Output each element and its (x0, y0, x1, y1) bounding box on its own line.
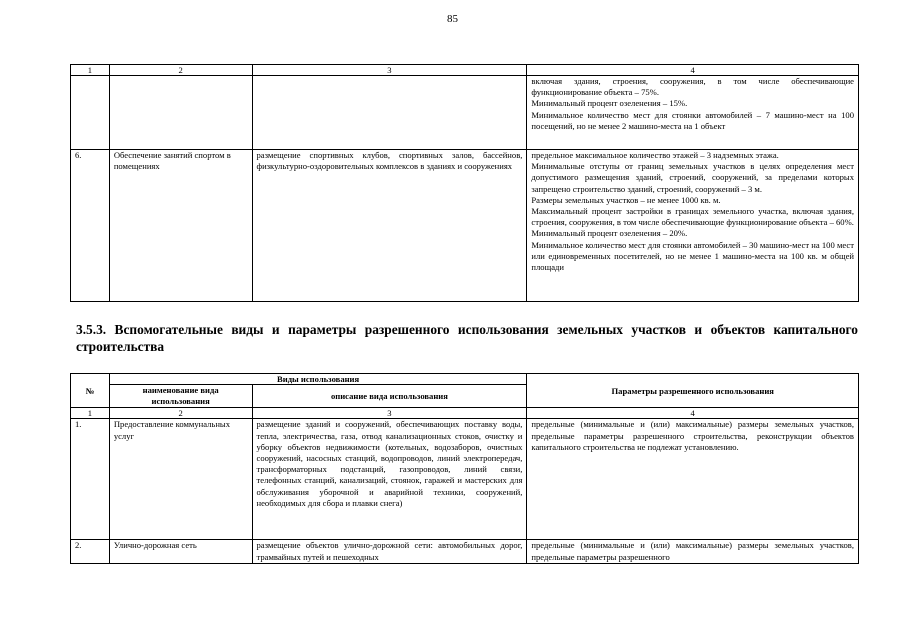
row-num-cell: 2. (71, 540, 110, 563)
param-line: Размеры земельных участков – не менее 1000 кв. м. (531, 194, 721, 205)
params-cell (527, 419, 859, 540)
param-line: Минимальный процент озеленения – 20%. (531, 228, 688, 239)
col-num-4: 4 (527, 408, 859, 419)
col-num-3: 3 (252, 65, 527, 76)
column-number-row (71, 408, 859, 419)
param-line: включая здания, строения, сооружения, в том числе обеспечивающие функционирование объекта – 75%. (531, 76, 854, 98)
params-cell (527, 76, 859, 150)
zoning-table-continued (70, 64, 859, 302)
col-num-2: 2 (109, 408, 252, 419)
header-use-description: описание вида использования (252, 385, 527, 408)
use-name-cell: Улично-дорожная сеть (109, 540, 252, 563)
header-row (71, 374, 859, 385)
col-num-2: 2 (109, 65, 252, 76)
params-cell (527, 540, 859, 563)
param-line: предельные (минимальные и (или) максимальные) размеры земельных участков, предельные параметры разрешенного строительства, реконструкции объектов капитального строительства не подлежат установлению. (531, 419, 854, 452)
description-text: размещение объектов улично-дорожной сети: автомобильных дорог, трамвайных путей и пешеходных (256, 540, 523, 562)
header-use-name: наименование вида использования (109, 385, 252, 408)
param-line: Максимальный процент застройки в границах земельного участка, включая здания, строения, сооружения, в том числе обеспечивающие функционирование объекта – 60%. (531, 206, 854, 228)
row-num-cell: 1. (71, 419, 110, 540)
use-description-cell (252, 419, 527, 540)
use-description-cell (252, 76, 527, 150)
section-heading: 3.5.3. Вспомогательные виды и параметры разрешенного использования земельных участков и объектов капитального строительства (76, 322, 858, 354)
table-row (71, 419, 859, 540)
auxiliary-uses-table (70, 373, 859, 564)
row-num-cell: 6. (71, 150, 110, 302)
col-num-1: 1 (71, 408, 110, 419)
table-row (71, 76, 859, 150)
table-row (71, 150, 859, 302)
use-description-cell (252, 150, 527, 302)
param-line: предельное максимальное количество этажей – 3 надземных этажа. (531, 150, 779, 160)
param-line: Минимальное количество мест для стоянки автомобилей – 7 машино-мест на 100 посещений, но не менее 2 машино-места на 1 объект (531, 109, 854, 131)
table-row (71, 540, 859, 563)
use-name-cell: Предоставление коммунальных услуг (109, 419, 252, 540)
col-num-3: 3 (252, 408, 527, 419)
row-num-cell (71, 76, 110, 150)
col-num-4: 4 (527, 65, 859, 76)
header-number: № (71, 374, 110, 408)
param-line: Минимальный процент озеленения – 15%. (531, 98, 688, 109)
use-name-cell: Обеспечение занятий спортом в помещениях (109, 150, 252, 302)
description-text: размещение спортивных клубов, спортивных залов, бассейнов, физкультурно-оздоровительных комплексов в зданиях и сооружениях (256, 150, 523, 172)
param-line: Минимальные отступы от границ земельных участков в целях определения мест допустимого размещения зданий, строений, сооружений, за пределами которых запрещено строительство зданий, строений, сооружений – 3 м. (531, 161, 854, 194)
page-number: 85 (447, 13, 458, 25)
use-name-cell (109, 76, 252, 150)
param-line: предельные (минимальные и (или) максимальные) размеры земельных участков, предельные параметры разрешенного (531, 540, 854, 562)
param-line: Минимальное количество мест для стоянки автомобилей – 30 машино-мест на 100 мест или единовременных посетителей, но не менее 1 машино-места на 100 кв. м общей площади (531, 239, 854, 273)
header-parameters: Параметры разрешенного использования (527, 374, 859, 408)
description-text: размещение зданий и сооружений, обеспечивающих поставку воды, тепла, электричества, газа, отвод канализационных стоков, очистку и уборку объектов недвижимости (котельных, водозаборов, очистных сооружений, насосных станций, водопроводов, линий электропередач, трансформаторных подстанций, газопроводов, линий связи, телефонных станций, канализаций, стоянок, гаражей и мастерских для обслуживания уборочной и аварийной техники, сооружений, необходимых для сбора и плавки снега) (256, 419, 523, 508)
header-types-of-use: Виды использования (109, 374, 527, 385)
col-num-1: 1 (71, 65, 110, 76)
params-cell (527, 150, 859, 302)
column-number-row (71, 65, 859, 76)
use-description-cell (252, 540, 527, 563)
